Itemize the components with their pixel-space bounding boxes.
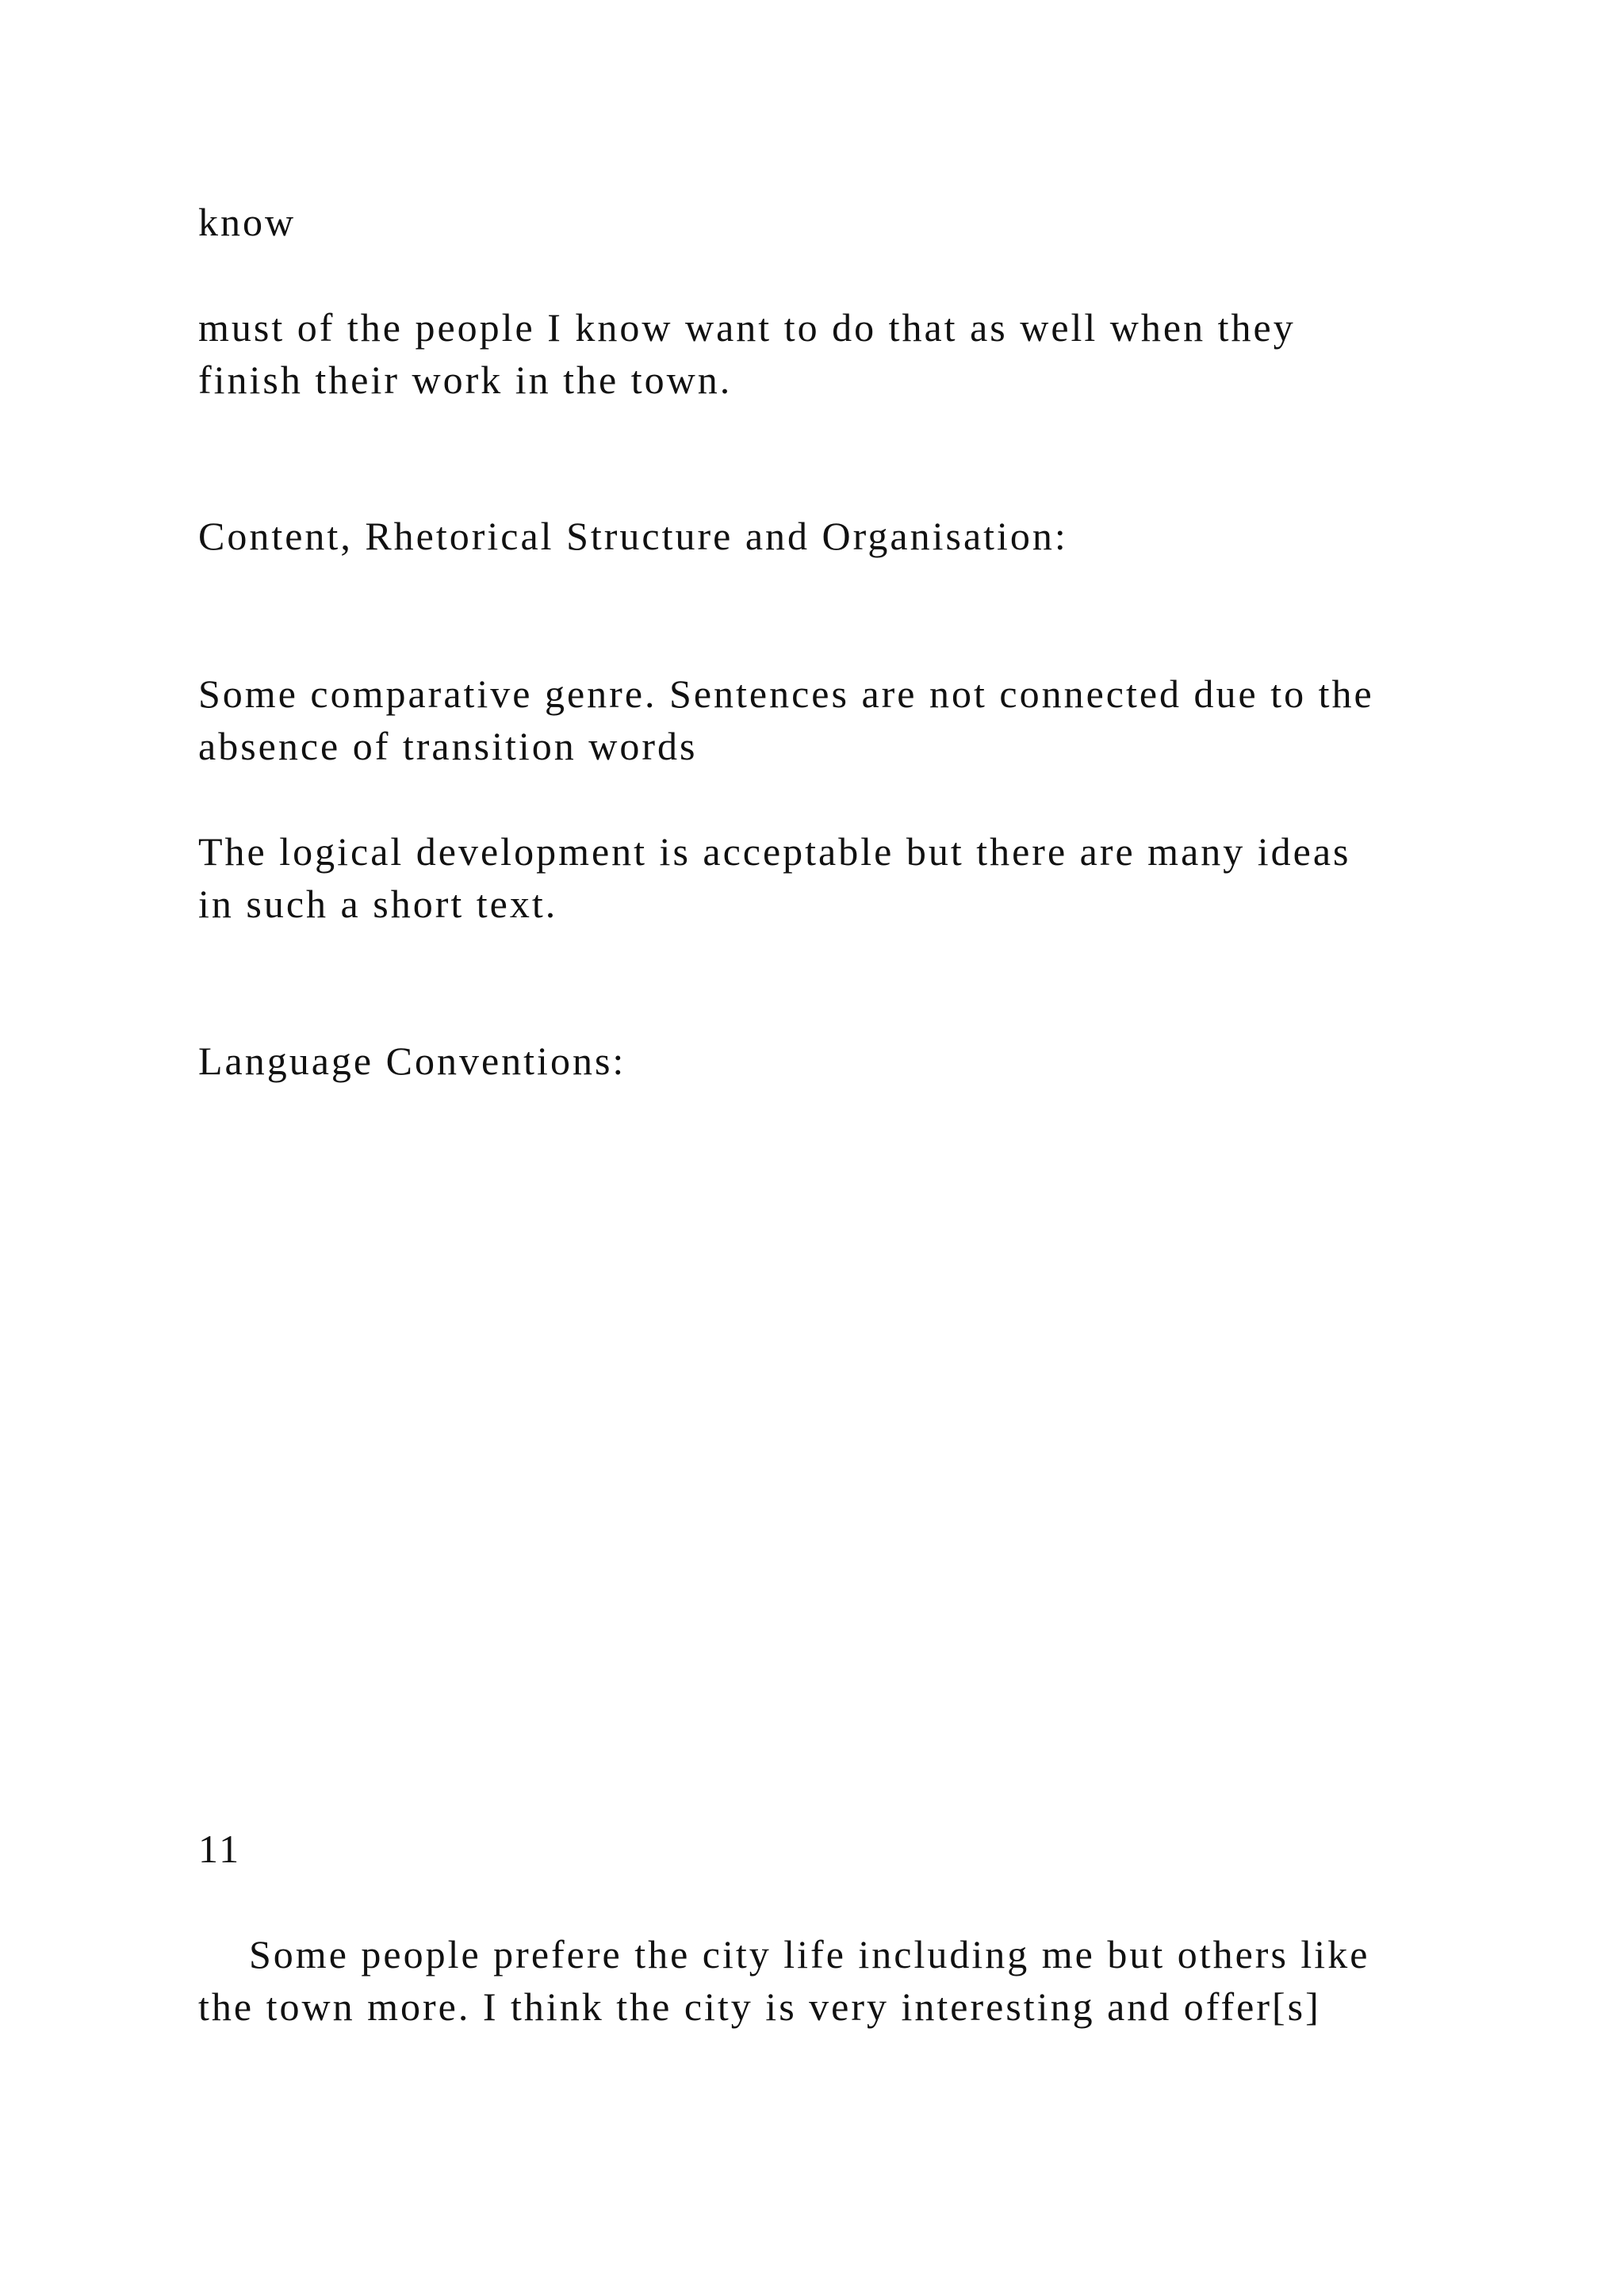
paragraph-line: must of the people I know want to do that as well when they xyxy=(198,305,1296,350)
fragment-text: know xyxy=(198,200,297,244)
section-heading-content: Content, Rhetorical Structure and Organisation: xyxy=(198,514,1068,558)
essay-number: 11 xyxy=(198,1827,242,1871)
section-heading-language: Language Conventions: xyxy=(198,1039,626,1083)
comment-line: absence of transition words xyxy=(198,724,698,768)
comment-line: Some comparative genre. Sentences are not connected due to the xyxy=(198,672,1374,716)
comment-line: in such a short text. xyxy=(198,882,558,926)
paragraph-line: finish their work in the town. xyxy=(198,358,733,402)
essay-line: the town more. I think the city is very interesting and offer[s] xyxy=(198,1984,1321,2029)
comment-line: The logical development is acceptable but there are many ideas xyxy=(198,829,1351,874)
essay-line: Some people prefere the city life including me but others like xyxy=(249,1932,1370,1976)
